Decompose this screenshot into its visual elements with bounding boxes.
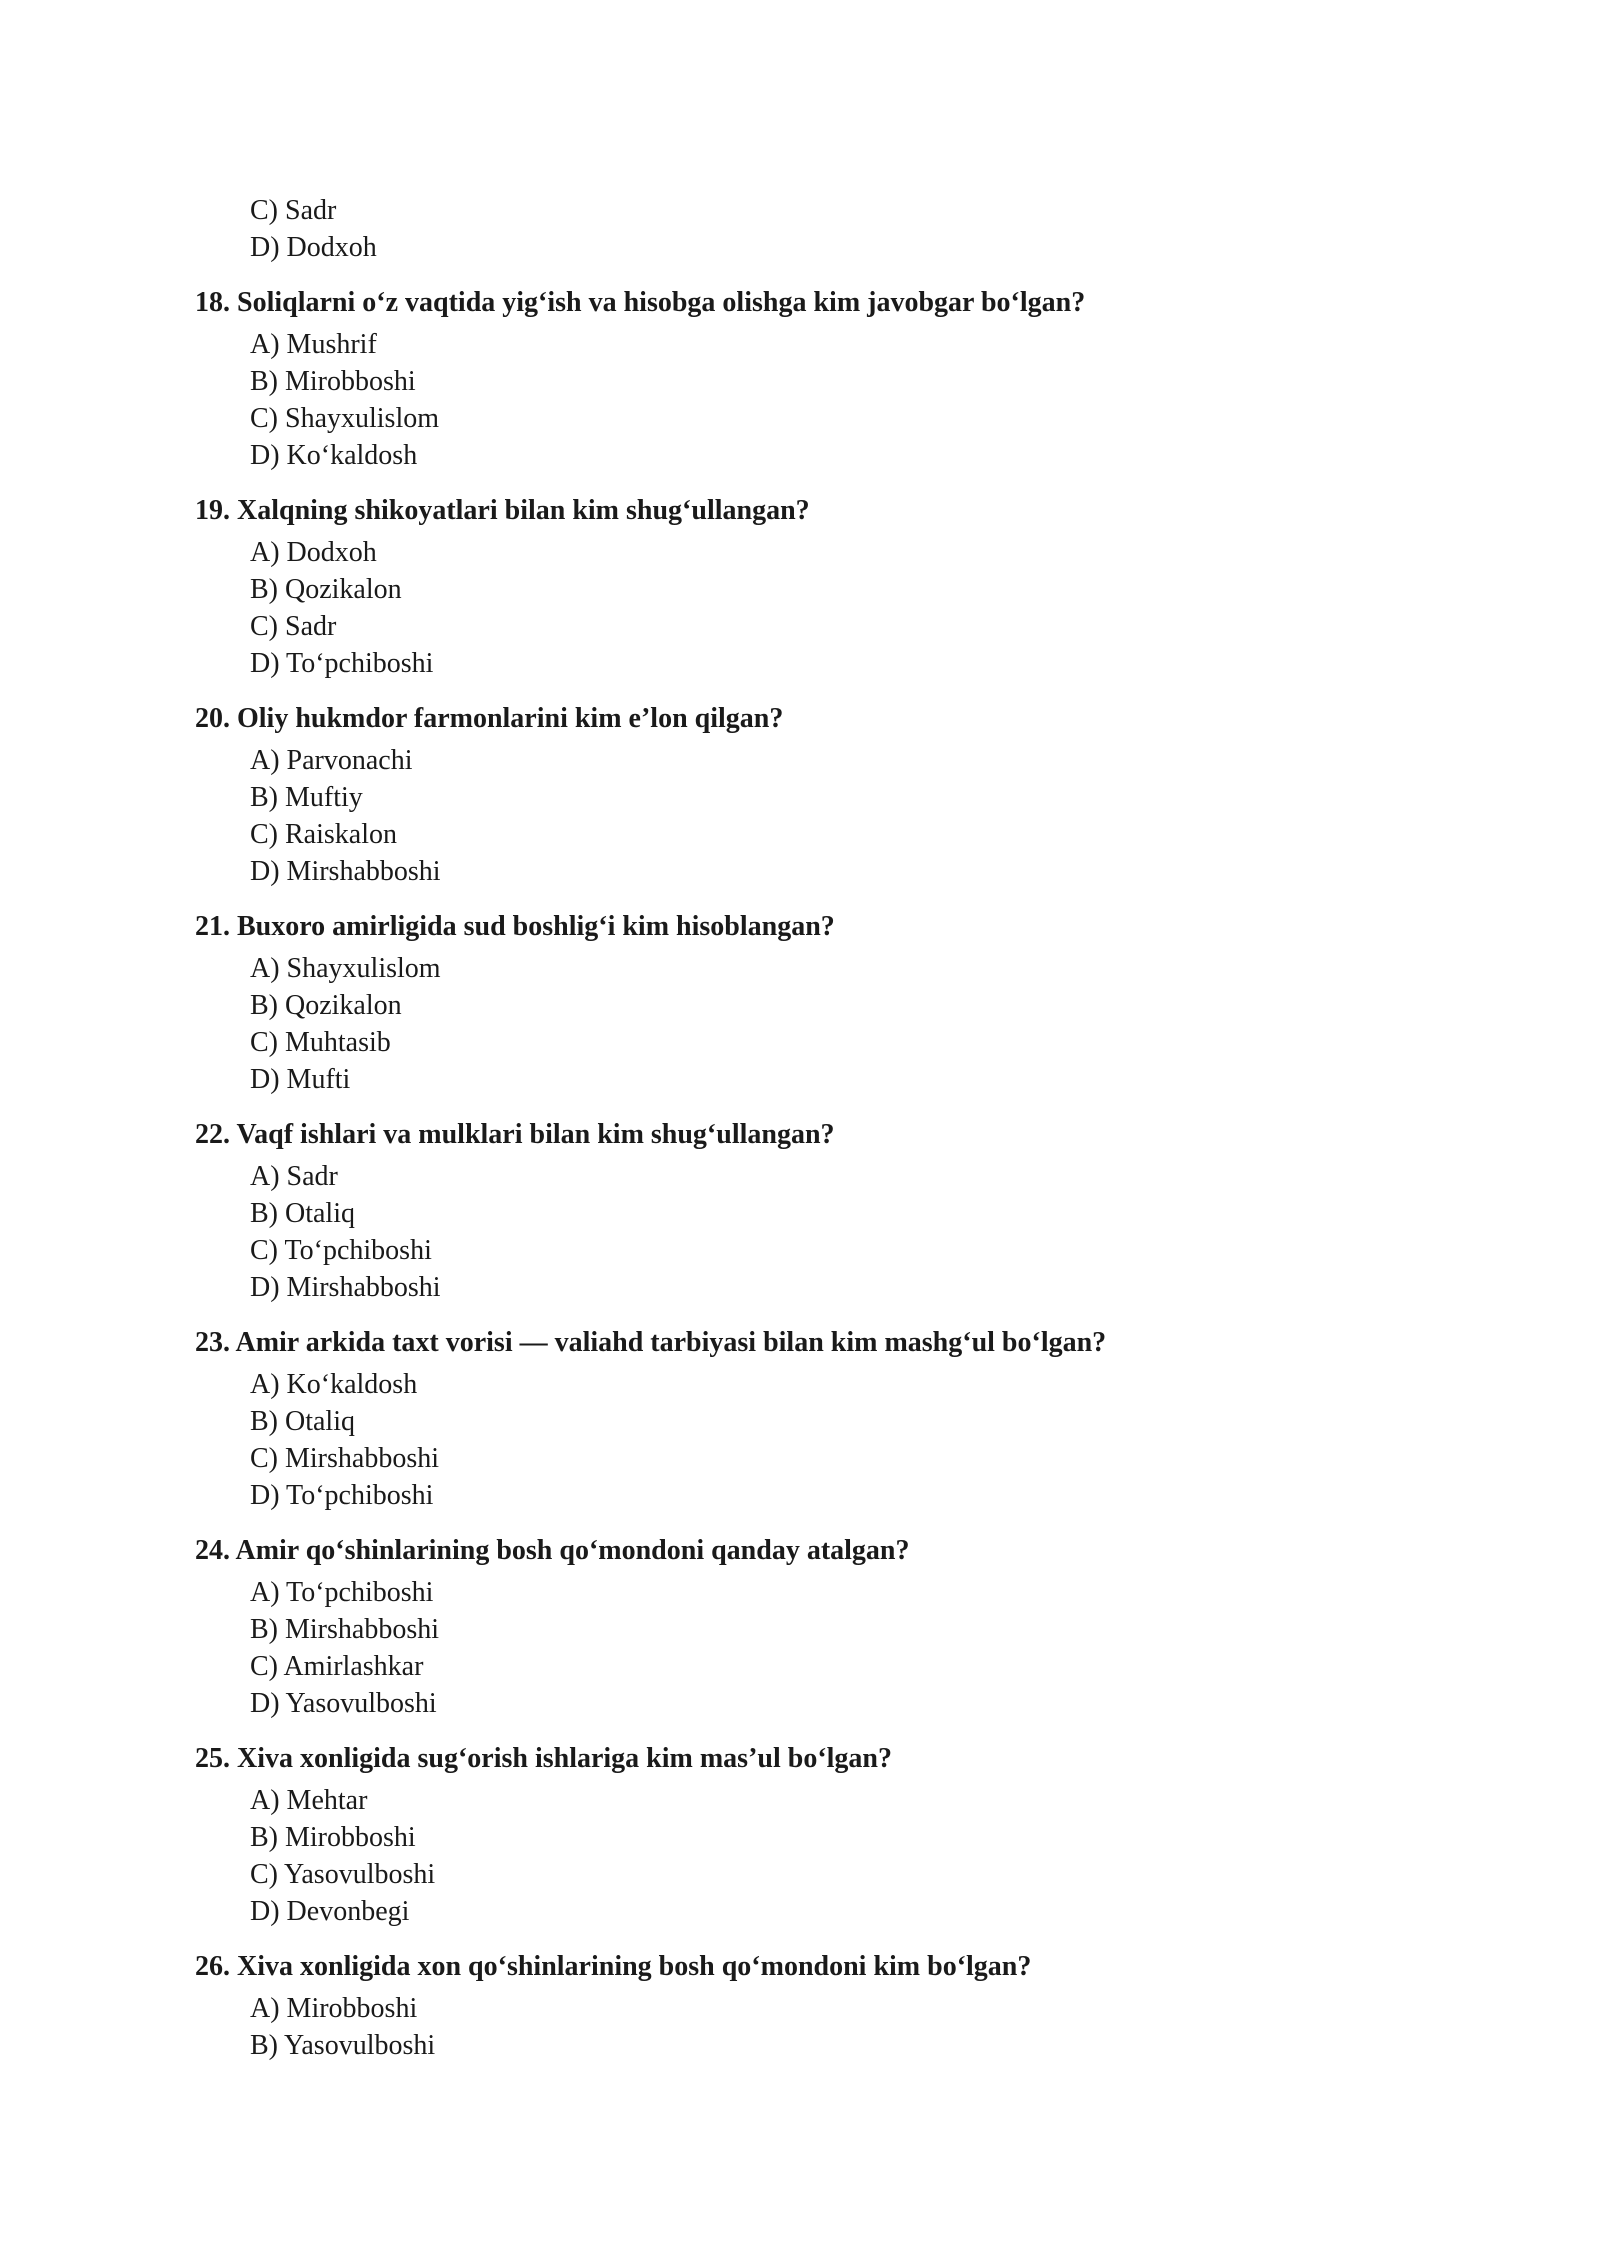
option-d: D) Yasovulboshi	[250, 1688, 437, 1719]
question-title	[195, 700, 1445, 737]
option: C) Sadr	[250, 195, 337, 226]
question-text: Buxoro amirligida sud boshlig‘i kim hisoblangan?	[237, 911, 835, 942]
question-18	[195, 284, 1445, 474]
option-b: B) Yasovulboshi	[250, 2030, 436, 2061]
question-title	[195, 1116, 1445, 1153]
question-title	[195, 492, 1445, 529]
option-d: D) Devonbegi	[250, 1896, 410, 1927]
option-d: D) Mirshabboshi	[250, 856, 441, 887]
question-number: 18.	[195, 287, 230, 318]
question-number: 19.	[195, 495, 230, 526]
question-title	[195, 1324, 1445, 1361]
option-a: A) Parvonachi	[250, 745, 413, 776]
leading-options	[195, 192, 1445, 266]
option-b: B) Otaliq	[250, 1198, 355, 1229]
question-text: Xalqning shikoyatlari bilan kim shug‘ullangan?	[237, 495, 810, 526]
question-21	[195, 908, 1445, 1098]
question-title	[195, 284, 1445, 321]
option-a: A) Sadr	[250, 1161, 338, 1192]
question-text: Xiva xonligida sug‘orish ishlariga kim mas’ul bo‘lgan?	[237, 1743, 893, 1774]
question-23	[195, 1324, 1445, 1514]
option-b: B) Otaliq	[250, 1406, 355, 1437]
option-d: D) To‘pchiboshi	[250, 648, 434, 679]
option-d: D) Ko‘kaldosh	[250, 440, 418, 471]
option-c: C) Muhtasib	[250, 1027, 391, 1058]
question-number: 26.	[195, 1951, 230, 1982]
option-c: C) Shayxulislom	[250, 403, 440, 434]
question-title	[195, 1948, 1445, 1985]
question-number: 22.	[195, 1119, 230, 1150]
question-number: 24.	[195, 1535, 230, 1566]
option-a: A) Shayxulislom	[250, 953, 441, 984]
question-20	[195, 700, 1445, 890]
option-c: C) Sadr	[250, 611, 337, 642]
option-b: B) Mirobboshi	[250, 1822, 416, 1853]
option-b: B) Qozikalon	[250, 990, 402, 1021]
question-text: Vaqf ishlari va mulklari bilan kim shug‘ullangan?	[236, 1119, 835, 1150]
question-number: 25.	[195, 1743, 230, 1774]
option-d: D) Mufti	[250, 1064, 351, 1095]
option-a: A) Dodxoh	[250, 537, 377, 568]
option-a: A) Mirobboshi	[250, 1993, 418, 2024]
question-text: Amir qo‘shinlarining bosh qo‘mondoni qanday atalgan?	[235, 1535, 910, 1566]
question-text: Xiva xonligida xon qo‘shinlarining bosh qo‘mondoni kim bo‘lgan?	[237, 1951, 1032, 1982]
question-text: Oliy hukmdor farmonlarini kim e’lon qilgan?	[237, 703, 784, 734]
question-25	[195, 1740, 1445, 1930]
option-b: B) Qozikalon	[250, 574, 402, 605]
question-number: 21.	[195, 911, 230, 942]
question-title	[195, 1740, 1445, 1777]
option-b: B) Mirobboshi	[250, 366, 416, 397]
question-title	[195, 908, 1445, 945]
option: D) Dodxoh	[250, 232, 377, 263]
option-a: A) To‘pchiboshi	[250, 1577, 434, 1608]
option-c: C) Yasovulboshi	[250, 1859, 436, 1890]
question-22	[195, 1116, 1445, 1306]
option-c: C) Raiskalon	[250, 819, 397, 850]
option-b: B) Mirshabboshi	[250, 1614, 439, 1645]
question-text: Soliqlarni o‘z vaqtida yig‘ish va hisobga olishga kim javobgar bo‘lgan?	[237, 287, 1086, 318]
question-19	[195, 492, 1445, 682]
question-24	[195, 1532, 1445, 1722]
option-c: C) Mirshabboshi	[250, 1443, 439, 1474]
question-text: Amir arkida taxt vorisi — valiahd tarbiyasi bilan kim mashg‘ul bo‘lgan?	[235, 1327, 1107, 1358]
option-c: C) To‘pchiboshi	[250, 1235, 432, 1266]
option-a: A) Mushrif	[250, 329, 377, 360]
question-title	[195, 1532, 1445, 1569]
option-a: A) Ko‘kaldosh	[250, 1369, 418, 1400]
option-d: D) To‘pchiboshi	[250, 1480, 434, 1511]
question-26	[195, 1948, 1445, 2064]
quiz-content	[195, 192, 1445, 2064]
question-number: 20.	[195, 703, 230, 734]
option-c: C) Amirlashkar	[250, 1651, 424, 1682]
option-a: A) Mehtar	[250, 1785, 368, 1816]
question-number: 23.	[195, 1327, 230, 1358]
option-b: B) Muftiy	[250, 782, 363, 813]
option-d: D) Mirshabboshi	[250, 1272, 441, 1303]
